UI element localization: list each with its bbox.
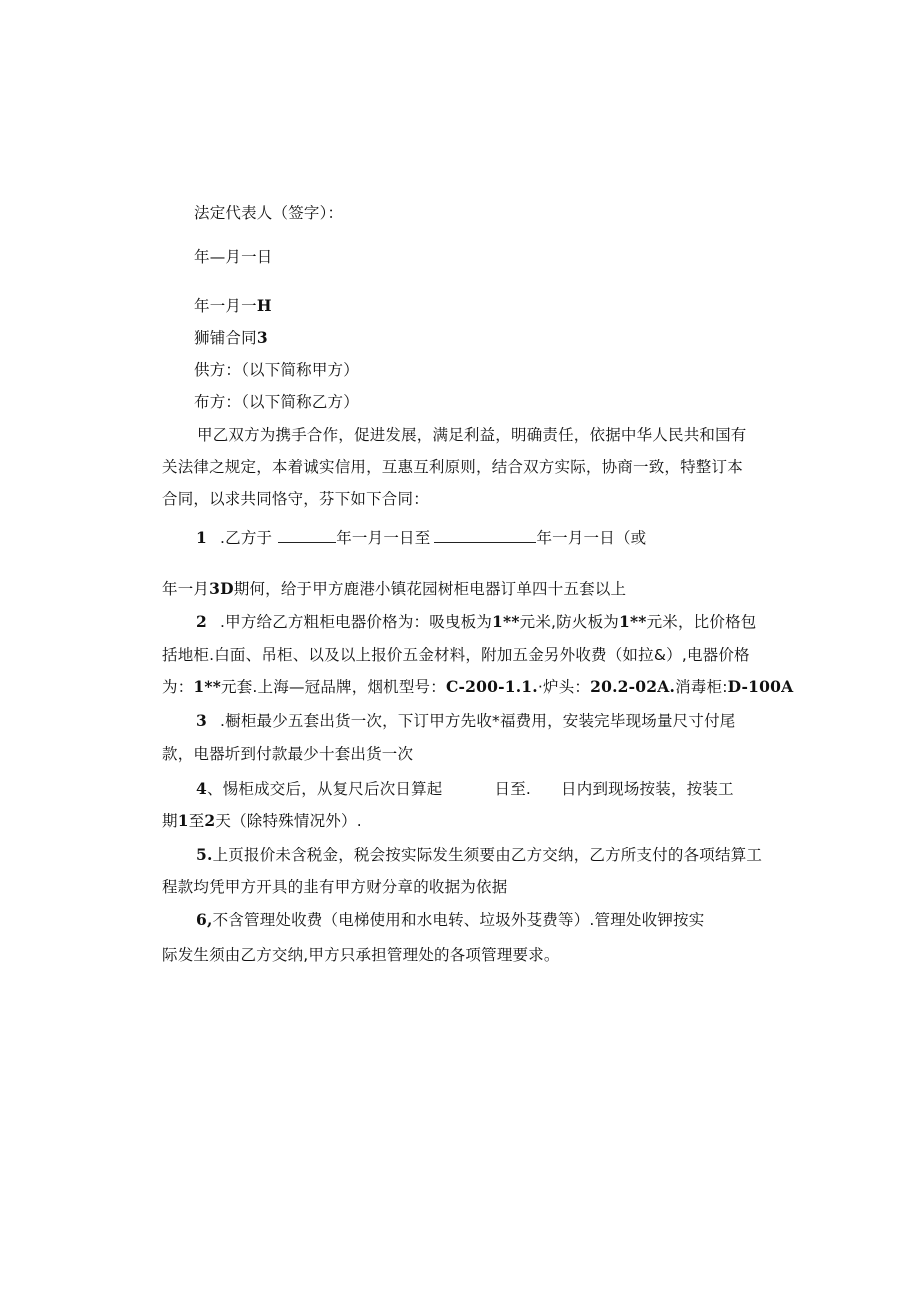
clause-text: 日至. bbox=[494, 780, 532, 798]
clause-text: 消毒柜: bbox=[675, 678, 728, 696]
clause-3-line-2 bbox=[162, 744, 413, 764]
blank-field bbox=[434, 528, 536, 543]
clause-text: .甲方给乙方粗柜电器价格为：吸曳板为 bbox=[220, 613, 493, 631]
date-line-2 bbox=[194, 296, 272, 316]
clause-number: 6, bbox=[196, 910, 213, 929]
clause-2-line-2 bbox=[162, 645, 750, 665]
model-number: C-200-1.1. bbox=[445, 677, 538, 696]
price-value: 1** bbox=[492, 612, 520, 631]
clause-text-bold: 3D bbox=[209, 579, 234, 598]
clause-3-line-1 bbox=[196, 711, 735, 731]
clause-text: 元米，比价格包 bbox=[646, 613, 757, 631]
clause-text: 年一月一日至 bbox=[336, 529, 431, 547]
clause-number-bold: 1 bbox=[177, 811, 189, 830]
clause-text: 期 bbox=[162, 812, 178, 830]
clause-4-line-2 bbox=[162, 811, 362, 831]
clause-number: 4 bbox=[196, 779, 207, 798]
buyer-line bbox=[194, 392, 359, 412]
price-value: 1** bbox=[618, 612, 647, 631]
clause-number: 3 bbox=[196, 711, 207, 730]
clause-6-line-1 bbox=[196, 910, 704, 930]
date-line-1 bbox=[194, 247, 273, 267]
paragraph-text: 合同，以求共同恪守，芬下如下合同： bbox=[162, 490, 429, 508]
clause-text: 日内到现场按装，按装工 bbox=[561, 780, 734, 798]
clause-text: .乙方于 bbox=[220, 529, 273, 547]
clause-1-line-2 bbox=[162, 579, 626, 599]
signature-label: 法定代表人（签字）： bbox=[194, 204, 344, 222]
clause-text: 至 bbox=[188, 812, 205, 830]
clause-text: 际发生须由乙方交纳,甲方只承担管理处的各项管理要求。 bbox=[162, 946, 560, 964]
clause-2-line-1 bbox=[196, 612, 756, 632]
price-value: 1** bbox=[193, 677, 222, 696]
preamble-line-1 bbox=[197, 425, 747, 445]
clause-text: 年一月 bbox=[162, 580, 210, 598]
paragraph-text: 甲乙双方为携手合作，促进发展，满足利益，明确责任，依据中华人民共和国有 bbox=[197, 426, 747, 444]
clause-4-line-1 bbox=[196, 779, 734, 799]
clause-text: 程款均凭甲方开具的韭有甲方财分章的收据为依据 bbox=[162, 878, 508, 896]
clause-number: 5. bbox=[196, 845, 213, 864]
buyer-text: 布方：（以下简称乙方） bbox=[194, 393, 359, 411]
clause-text: 括地柜.白面、吊柜、以及以上报价五金材料，附加五金另外收费（如拉&）,电器价格 bbox=[162, 646, 750, 664]
clause-text: 款，电器圻到付款最少十套出货一次 bbox=[162, 745, 414, 763]
clause-number: 2 bbox=[196, 612, 207, 631]
clause-5-line-2 bbox=[162, 877, 507, 897]
clause-text: 年一月一日（或 bbox=[536, 529, 647, 547]
clause-text: 天（除特殊情况外）. bbox=[215, 812, 362, 830]
supplier-text: 供方：（以下简称甲方） bbox=[194, 361, 359, 379]
paragraph-text: 关法律之规定，本着诚实信用，互惠互利原则，结合双方实际，协商一致，特整订本 bbox=[162, 458, 743, 476]
date-text-bold: H bbox=[256, 296, 272, 315]
contract-number: 3 bbox=[256, 328, 268, 347]
date-text: 年一月一 bbox=[194, 297, 257, 315]
clause-2-line-3 bbox=[162, 677, 793, 697]
clause-number: 1 bbox=[196, 528, 207, 547]
clause-text: 元米,防火板为 bbox=[519, 613, 619, 631]
clause-text: 元套.上海—冠品牌，烟机型号： bbox=[221, 678, 446, 696]
date-text: 年—月一日 bbox=[194, 248, 273, 266]
clause-text: .橱柜最少五套出货一次，下订甲方先收*福费用，安装完毕现场量尺寸付尾 bbox=[220, 712, 736, 730]
clause-text: ·炉头： bbox=[537, 678, 591, 696]
clause-text: 上页报价未含税金，税会按实际发生须要由乙方交纳，乙方所支付的各项结算工 bbox=[212, 846, 763, 864]
contract-title-text: 狮铺合同 bbox=[194, 329, 257, 347]
clause-text: 期何，给于甲方鹿港小镇花园树柜电器订单四十五套以上 bbox=[233, 580, 627, 598]
clause-1-line-1 bbox=[196, 528, 646, 548]
clause-text: 不含管理处收费（电梯使用和水电转、垃圾外芟费等）.管理处收钾按实 bbox=[212, 911, 705, 929]
model-number: 20.2-02A. bbox=[590, 677, 676, 696]
clause-5-line-1 bbox=[196, 845, 762, 865]
preamble-line-3 bbox=[162, 489, 429, 509]
legal-representative-signature-line bbox=[194, 203, 343, 223]
contract-title bbox=[194, 328, 268, 348]
model-number: D-100A bbox=[727, 677, 794, 696]
clause-text: 、惕柜成交后，从复尺后次日算起 bbox=[207, 780, 443, 798]
clause-text: 为： bbox=[162, 678, 194, 696]
blank-field bbox=[278, 528, 336, 543]
clause-number-bold: 2 bbox=[204, 811, 216, 830]
clause-6-line-2 bbox=[162, 945, 560, 965]
supplier-line bbox=[194, 360, 359, 380]
preamble-line-2 bbox=[162, 457, 743, 477]
